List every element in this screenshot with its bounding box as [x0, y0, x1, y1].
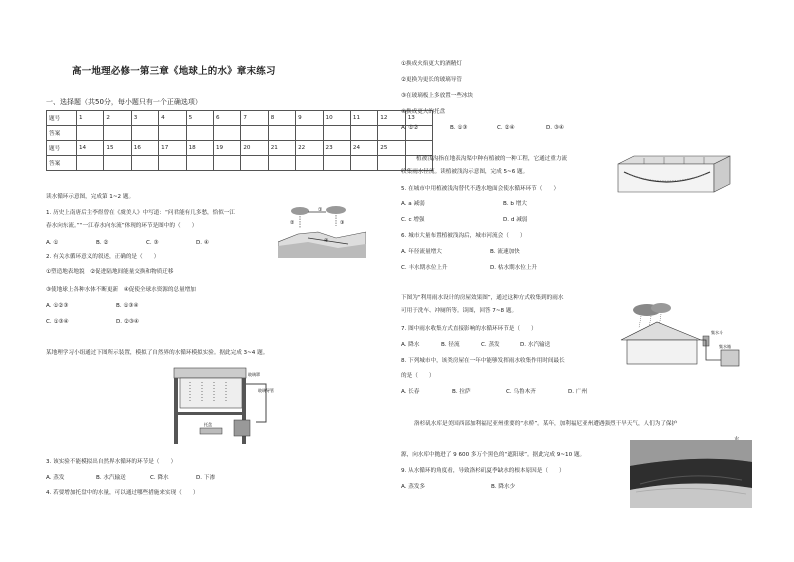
table-cell: 8: [268, 111, 295, 126]
table-header-cell: 题号: [47, 111, 77, 126]
table-header-cell: 答案: [47, 156, 77, 171]
table-cell: 2: [104, 111, 131, 126]
q3-option-b[interactable]: B. 水汽输送: [96, 475, 126, 481]
q6-option-a[interactable]: A. 年径流量增大: [401, 249, 442, 255]
rainwater-house-figure: [617, 300, 747, 374]
table-row: [47, 126, 433, 141]
table-cell: 4: [159, 111, 186, 126]
question-1-cont: 春水向东流。”“一江春水向东流”体现的环节是图中的（ ）: [46, 223, 198, 229]
table-row: [47, 141, 433, 156]
table-cell: 6: [213, 111, 240, 126]
question-8-cont: 的是（ ）: [401, 373, 435, 379]
fig2-label-glass-tube: 玻璃导管: [258, 388, 274, 393]
table-cell: 21: [268, 141, 295, 156]
answer-cell[interactable]: [213, 126, 240, 141]
answer-cell[interactable]: [350, 126, 377, 141]
table-cell: 18: [186, 141, 213, 156]
q4-option-a[interactable]: A. ①②: [401, 125, 419, 131]
table-cell: 1: [77, 111, 104, 126]
q1-option-c[interactable]: C. ③: [146, 240, 159, 246]
q3-option-c[interactable]: C. 降水: [150, 475, 169, 481]
table-cell: [405, 141, 432, 156]
answer-cell[interactable]: [323, 156, 350, 171]
fig2-label-glass-cover: 玻璃罩: [248, 372, 260, 377]
question-6: 6. 城市大量布置植被浅沟后，城市河流会（ ）: [401, 233, 526, 239]
page-title: 高一地理必修一第三章《地球上的水》章末练习: [72, 66, 276, 77]
answer-cell[interactable]: [104, 156, 131, 171]
table-header-cell: 答案: [47, 126, 77, 141]
q6-option-d[interactable]: D. 枯水期水位上升: [490, 265, 538, 271]
q7-option-c[interactable]: C. 蒸发: [481, 342, 500, 348]
question-4: 4. 若要增加托盘中的水量，可以通过哪些措施来实现（ ）: [46, 490, 199, 496]
table-cell: 5: [186, 111, 213, 126]
answer-table: [46, 110, 433, 171]
q8-option-b[interactable]: B. 拉萨: [452, 389, 471, 395]
answer-cell[interactable]: [186, 156, 213, 171]
question-intro: 读水循环示意图，完成第 1~2 题。: [46, 194, 135, 200]
q5-option-a[interactable]: A. a 减弱: [401, 201, 425, 207]
q5-option-d[interactable]: D. d 减弱: [503, 217, 528, 223]
table-row: [47, 111, 433, 126]
question-7: 7. 图中雨水收集方式直接影响的水循环环节是（ ）: [401, 326, 537, 332]
q9-option-a[interactable]: A. 蒸发多: [401, 484, 426, 490]
table-row: [47, 156, 433, 171]
table-cell: 20: [241, 141, 268, 156]
table-cell: 22: [296, 141, 323, 156]
answer-cell[interactable]: [241, 156, 268, 171]
answer-cell[interactable]: [159, 156, 186, 171]
answer-cell[interactable]: [104, 126, 131, 141]
q2-option-c[interactable]: C. ①③④: [46, 319, 69, 325]
q4-statement-3: ③在玻璃板上多放置一些冰块: [401, 93, 474, 99]
q7-option-a[interactable]: A. 降水: [401, 342, 420, 348]
q8-option-a[interactable]: A. 长春: [401, 389, 420, 395]
q6-option-b[interactable]: B. 流速加快: [490, 249, 520, 255]
table-cell: 25: [378, 141, 405, 156]
answer-cell[interactable]: [268, 156, 295, 171]
q8-option-c[interactable]: C. 乌鲁木齐: [506, 389, 536, 395]
reservoir-photo: [630, 440, 752, 508]
question-5: 5. 在城市中用植被浅沟替代不透水地面会使水循环环节（ ）: [401, 186, 560, 192]
answer-cell[interactable]: [268, 126, 295, 141]
question-intro: 下图为“利用雨水设计的房屋效果图”，通过这种方式收集到的雨水: [401, 295, 564, 301]
table-header-cell: 题号: [47, 141, 77, 156]
q2-option-b[interactable]: B. ①③④: [116, 303, 139, 309]
question-intro-cont: 可用于洗车、冲厕所等。读图，回答 7~8 题。: [401, 308, 518, 314]
answer-cell[interactable]: [131, 156, 158, 171]
answer-cell[interactable]: [186, 126, 213, 141]
q3-option-a[interactable]: A. 蒸发: [46, 475, 65, 481]
table-cell: 24: [350, 141, 377, 156]
fig4-label-tank: 集水箱: [719, 344, 731, 349]
answer-cell[interactable]: [131, 126, 158, 141]
answer-cell[interactable]: [77, 156, 104, 171]
table-cell: 7: [241, 111, 268, 126]
answer-cell[interactable]: [77, 126, 104, 141]
q3-option-d[interactable]: D. 下渗: [196, 475, 216, 481]
q9-option-b[interactable]: B. 降水少: [491, 484, 516, 490]
table-cell: 9: [296, 111, 323, 126]
answer-cell[interactable]: [296, 156, 323, 171]
table-cell: 12: [378, 111, 405, 126]
question-intro-cont: 源，向水库中抛进了 9 600 多万个黑色的“遮阳球”。据此完成 9~10 题。: [401, 452, 586, 458]
q1-option-a[interactable]: A. ①: [46, 240, 59, 246]
table-cell: 11: [350, 111, 377, 126]
fig1-label-3: ③: [340, 220, 345, 226]
fig1-label-4: ④: [324, 238, 329, 244]
experiment-apparatus-figure: [170, 362, 278, 450]
q4-option-b[interactable]: B. ①③: [450, 125, 468, 131]
q4-option-d[interactable]: D. ③④: [546, 125, 564, 131]
question-9: 9. 从水循环的角度看，导致洛杉矶夏季缺水的根本原因是（ ）: [401, 468, 565, 474]
water-cycle-figure: [278, 202, 366, 258]
table-cell: 19: [213, 141, 240, 156]
q5-option-c[interactable]: C. c 增强: [401, 217, 425, 223]
fig1-label-1: ①: [318, 207, 323, 213]
question-intro: 洛杉矶水库是美国西部加利福尼亚州重要的“水桥”。某年，加利福尼亚州遭遇强烈干旱天气，人们为了保护: [414, 421, 678, 427]
answer-cell[interactable]: [159, 126, 186, 141]
q5-option-b[interactable]: B. b 增大: [503, 201, 527, 207]
answer-cell[interactable]: [241, 126, 268, 141]
table-cell: 17: [159, 141, 186, 156]
q2-statement-2: ③使地球上各种水体不断更新 ④促使全球水资源的总量增加: [46, 287, 196, 293]
fig2-label-tray: 托盘: [204, 422, 212, 427]
section-heading: 一、选择题（共50分，每小题只有一个正确选项）: [46, 98, 202, 106]
answer-cell[interactable]: [213, 156, 240, 171]
answer-cell[interactable]: [296, 126, 323, 141]
q2-option-d[interactable]: D. ②③④: [116, 319, 139, 325]
question-3: 3. 该实验不能模拟出自然界水循环的环节是（ ）: [46, 459, 177, 465]
fig4-label-collector: 集水斗: [711, 330, 723, 335]
vegetated-swale-figure: [614, 152, 734, 196]
q7-option-b[interactable]: B. 径流: [441, 342, 460, 348]
question-intro-cont: 收集雨水径流。读植被浅沟示意图，完成 5~6 题。: [401, 169, 529, 175]
q8-option-d[interactable]: D. 广州: [568, 389, 588, 395]
table-cell: 3: [131, 111, 158, 126]
fig1-label-2: ②: [290, 220, 295, 226]
table-cell: 13: [405, 111, 432, 126]
q6-option-c[interactable]: C. 丰水期水位上升: [401, 265, 448, 271]
table-cell: 23: [323, 141, 350, 156]
table-cell: 16: [131, 141, 158, 156]
question-intro: 植被浅沟指在地表沟渠中种有植被的一种工程，它通过重力流: [416, 156, 568, 162]
question-1: 1. 历史上南唐后主李煜曾在《虞美人》中写道：“问君能有几多愁，恰似一江: [46, 210, 236, 216]
table-cell: 10: [323, 111, 350, 126]
q7-option-d[interactable]: D. 水汽输送: [520, 342, 551, 348]
q4-statement-1: ①换成火焰更大的酒精灯: [401, 61, 462, 67]
answer-cell[interactable]: [350, 156, 377, 171]
q2-statement-1: ①塑造地表地貌 ②促进陆地间能量交换和物质迁移: [46, 269, 174, 275]
question-intro: 某地理学习小组通过下图所示装置，模拟了自然界的水循环模拟实验。据此完成 3~4 题。: [46, 350, 269, 356]
table-cell: 14: [77, 141, 104, 156]
answer-cell[interactable]: [323, 126, 350, 141]
q2-option-a[interactable]: A. ①②③: [46, 303, 69, 309]
q4-statement-4: ④换成更大的托盘: [401, 109, 446, 115]
question-2: 2. 有关水循环意义的叙述，正确的是（ ）: [46, 254, 160, 260]
table-cell: 15: [104, 141, 131, 156]
q4-option-c[interactable]: C. ②④: [497, 125, 515, 131]
q1-option-d[interactable]: D. ④: [196, 240, 209, 246]
q1-option-b[interactable]: B. ②: [96, 240, 109, 246]
q4-statement-2: ②更换为更长的玻璃导管: [401, 77, 462, 83]
question-8: 8. 下列城市中，该类房屋在一年中能够发挥雨水收集作用时间最长: [401, 358, 565, 364]
